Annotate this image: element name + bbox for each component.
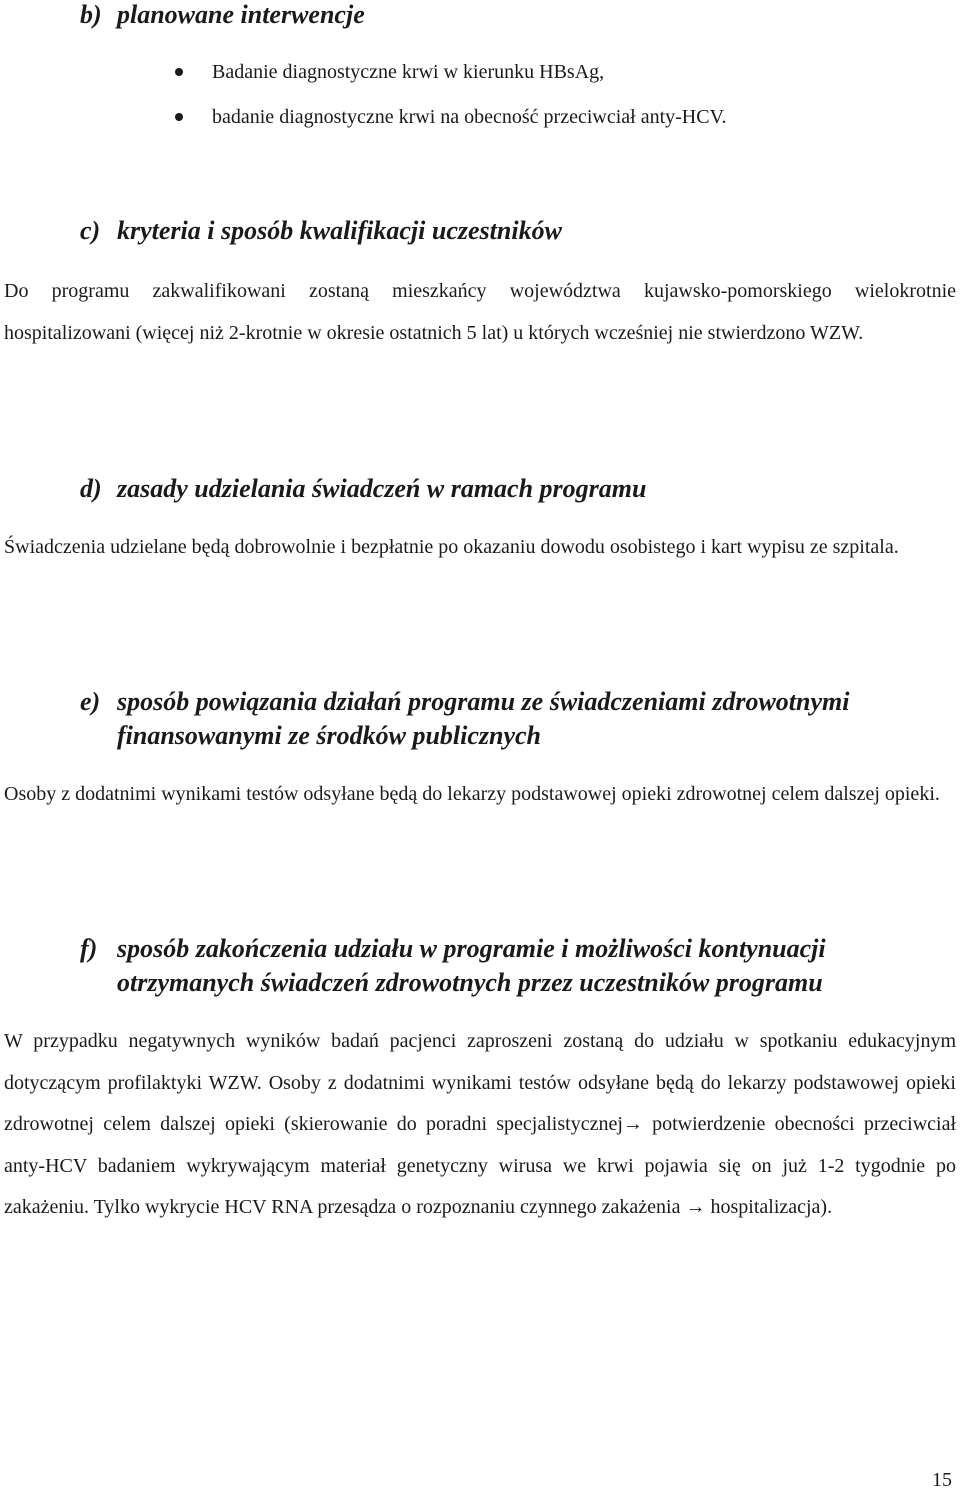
- section-d-heading: [80, 472, 646, 506]
- section-e-heading: [80, 685, 849, 719]
- list-item-text: Badanie diagnostyczne krwi w kierunku HBsAg,: [212, 61, 605, 83]
- page-number: 15: [932, 1469, 952, 1491]
- section-c-letter: c): [80, 216, 101, 245]
- section-e-paragraph: Osoby z dodatnimi wynikami testów odsyłane będą do lekarzy podstawowej opieki zdrowotnej celem dalszej opieki.: [4, 783, 940, 805]
- section-c-heading: [80, 214, 562, 248]
- section-f-title-line2: otrzymanych świadczeń zdrowotnych przez uczestników programu: [117, 968, 823, 997]
- section-f-title-line1: sposób zakończenia udziału w programie i możliwości kontynuacji: [117, 934, 826, 963]
- section-e-title-line1: sposób powiązania działań programu ze świadczeniami zdrowotnymi: [117, 687, 850, 716]
- section-d-title: zasady udzielania świadczeń w ramach programu: [117, 474, 647, 503]
- section-e-title-line2: finansowanymi ze środków publicznych: [117, 721, 542, 750]
- section-d-paragraph: Świadczenia udzielane będą dobrowolnie i bezpłatnie po okazaniu dowodu osobistego i kart wypisu ze szpitala.: [4, 536, 899, 558]
- section-b-letter: b): [80, 0, 102, 29]
- section-c-paragraph: Do programu zakwalifikowani zostaną mieszkańcy województwa kujawsko-pomorskiego wielokrotnie hospitalizowani (więcej niż 2-krotnie w okresie ostatnich 5 lat) u których wcześniej nie stwierdzono WZW.: [4, 280, 956, 344]
- section-c-title: kryteria i sposób kwalifikacji uczestników: [117, 216, 562, 245]
- bullet-icon: [175, 113, 183, 121]
- section-d-letter: d): [80, 474, 102, 503]
- section-f-heading: [80, 932, 826, 966]
- section-e-letter: e): [80, 687, 101, 716]
- list-item-text: badanie diagnostyczne krwi na obecność przeciwciał anty-HCV.: [212, 106, 727, 128]
- section-f-heading-line2: [117, 966, 823, 1000]
- bullet-icon: [175, 68, 183, 76]
- section-b-title: planowane interwencje: [117, 0, 365, 29]
- section-e-heading-line2: [117, 719, 541, 753]
- section-f-letter: f): [80, 934, 98, 963]
- section-b-heading: [80, 0, 365, 32]
- section-f-paragraph: W przypadku negatywnych wyników badań pacjenci zaproszeni zostaną do udziału w spotkaniu edukacyjnym dotyczącym profilaktyki WZW. Osoby z dodatnimi wynikami testów odsyłane będą do lekarzy podstawowej opieki zdrowotnej celem dalszej opieki (skierowanie do poradni specjalistycznej→ potwierdzenie obecności przeciwciał anty-HCV badaniem wykrywającym materiał genetyczny wirusa we krwi pojawia się on już 1-2 tygodnie po zakażeniu. Tylko wykrycie HCV RNA przesądza o rozpoznaniu czynnego zakażenia → hospitalizacja).: [4, 1030, 956, 1218]
